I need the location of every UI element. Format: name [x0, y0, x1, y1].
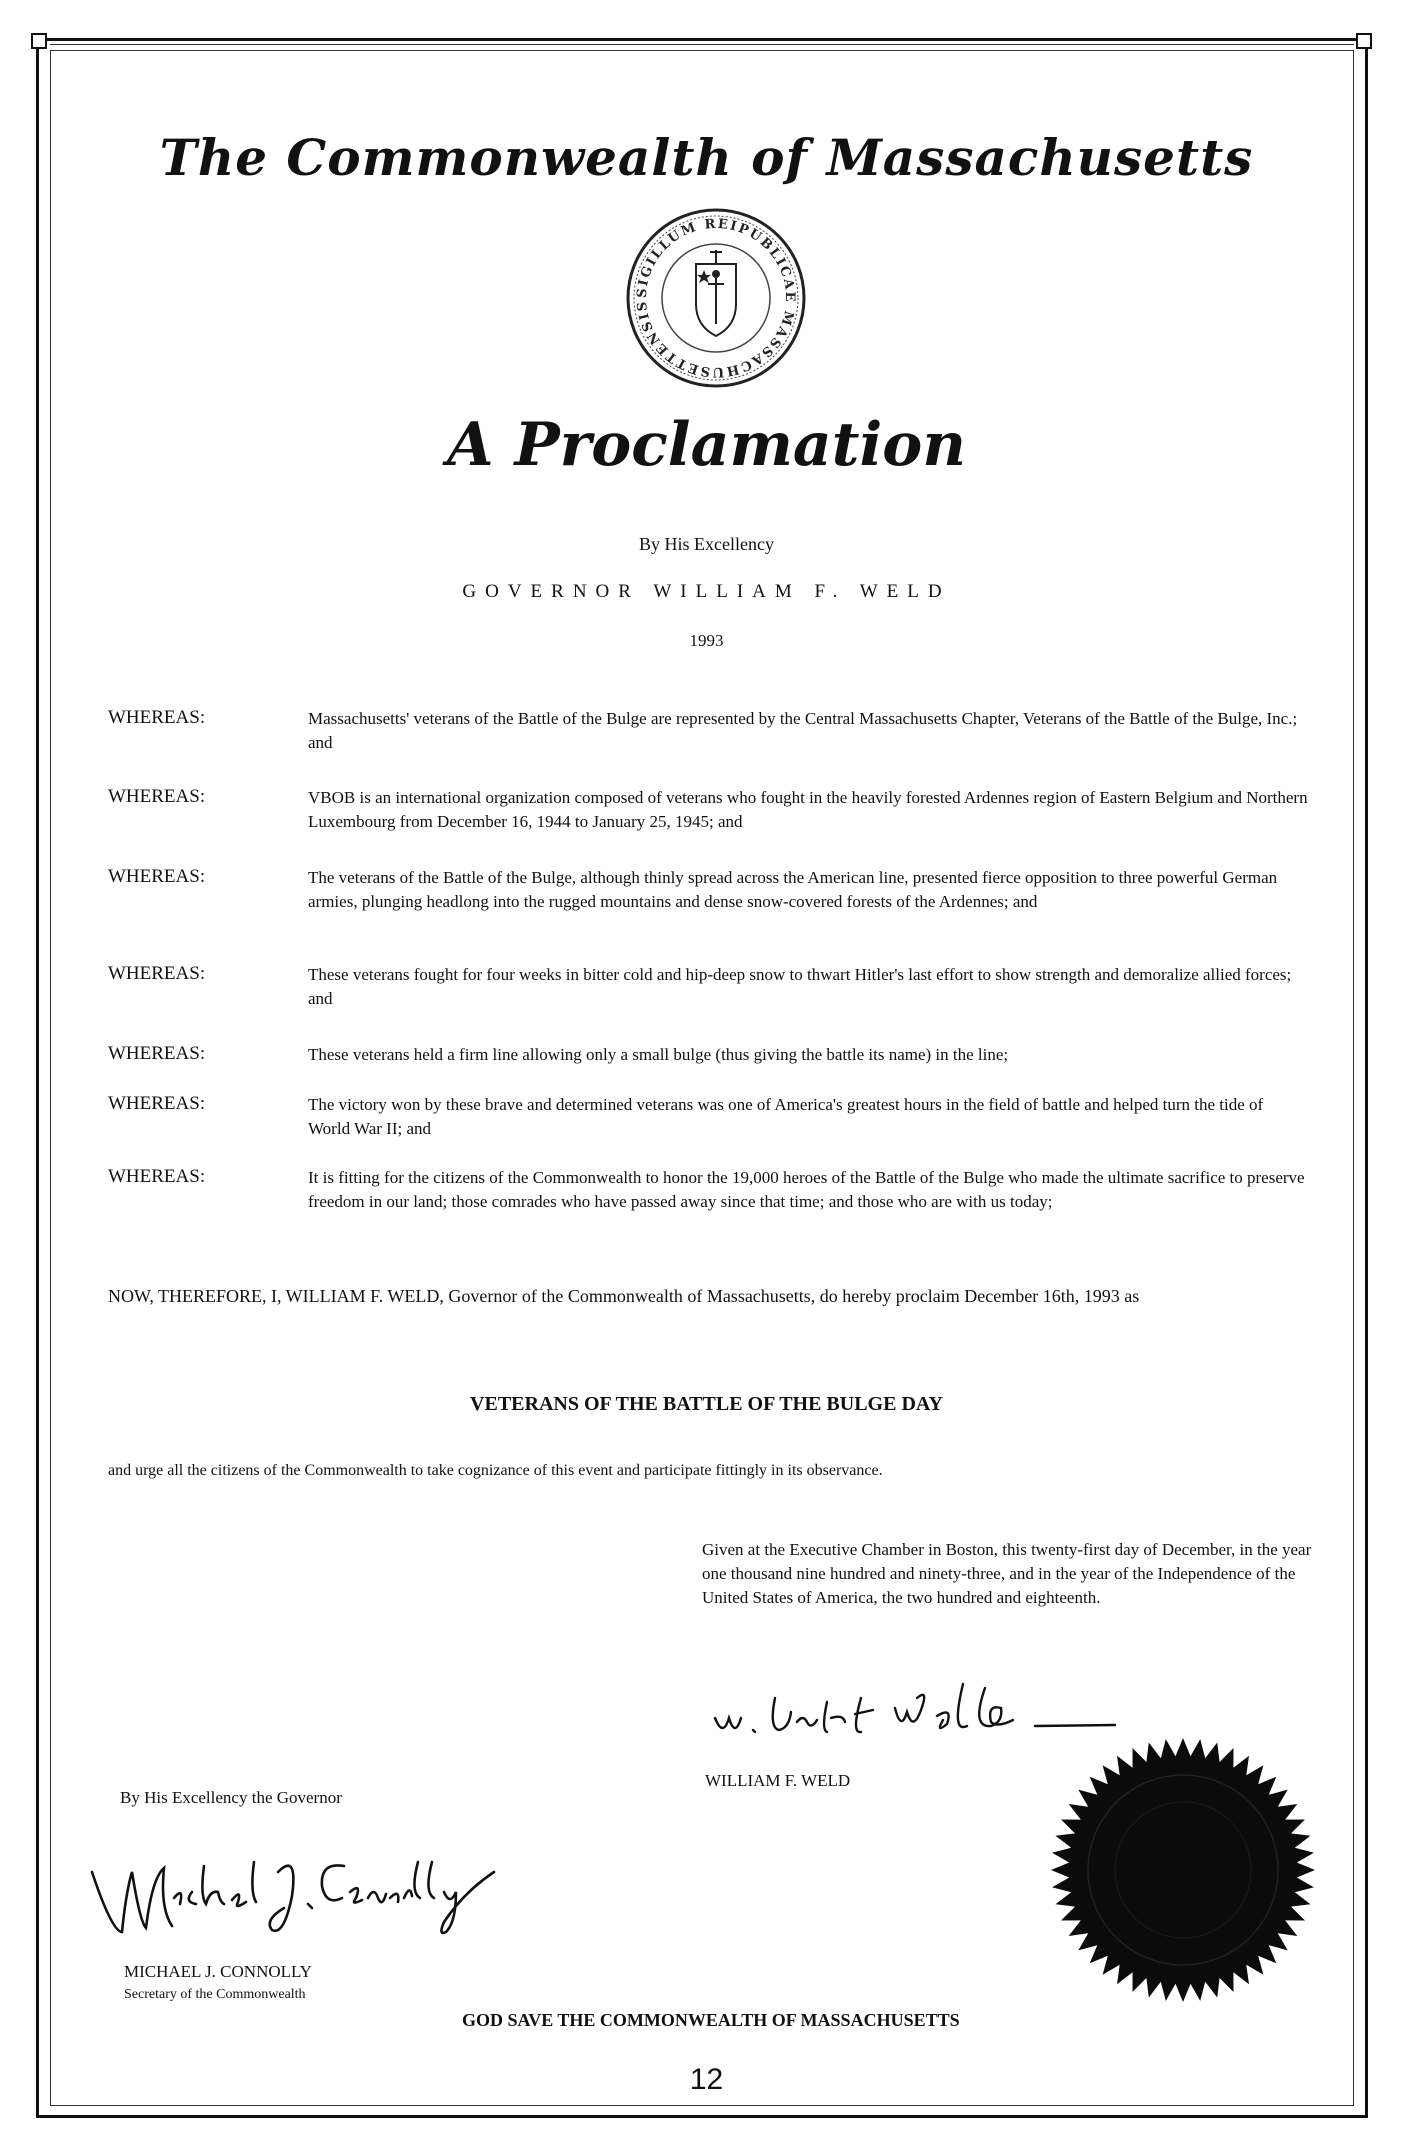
- whereas-text: These veterans fought for four weeks in bitter cold and hip-deep snow to thwart Hitler's last effort to show strength and demoralize allied forces; and: [308, 965, 1292, 1008]
- state-seal-icon: [624, 206, 808, 390]
- whereas-label: WHEREAS:: [108, 866, 206, 887]
- whereas-text: The veterans of the Battle of the Bulge, although thinly spread across the American line, presented fierce opposition to three powerful German armies, plunging headlong into the rugged mountains and dense snow-covered forests of the Ardennes; and: [308, 868, 1278, 911]
- border-corner: [1356, 33, 1372, 49]
- secretary-name: MICHAEL J. CONNOLLY: [124, 1962, 312, 1981]
- seal-text: SIGILLUM REIPUBLICAE MASSACHUSETTENSIS: [634, 216, 798, 380]
- whereas-text: The victory won by these brave and determined veterans was one of America's greatest hours in the field of battle and helped turn the tide of World War II; and: [308, 1095, 1264, 1138]
- whereas-text: VBOB is an international organization composed of veterans who fought in the heavily forested Ardennes region of Eastern Belgium and Northern Luxembourg from December 16, 1944 to January 25, 1945; and: [308, 788, 1308, 831]
- whereas-label: WHEREAS:: [108, 707, 206, 728]
- whereas-label: WHEREAS:: [108, 786, 206, 807]
- urge-paragraph: and urge all the citizens of the Commonwealth to take cognizance of this event and participate fittingly in its observance.: [108, 1462, 883, 1479]
- therefore-paragraph: NOW, THEREFORE, I, WILLIAM F. WELD, Governor of the Commonwealth of Massachusetts, do hereby proclaim December 16th, 1993 as: [108, 1286, 1140, 1306]
- by-excellency: By His Excellency: [639, 534, 774, 554]
- whereas-label: WHEREAS:: [108, 1166, 206, 1187]
- by-governor-label: By His Excellency the Governor: [120, 1788, 342, 1807]
- day-title: VETERANS OF THE BATTLE OF THE BULGE DAY: [470, 1393, 943, 1415]
- secretary-signature: [82, 1842, 542, 1952]
- given-paragraph: Given at the Executive Chamber in Boston, this twenty-first day of December, in the year one thousand nine hundred and ninety-three, and in the year of the Independence of the United States of America, the two hundred and eighteenth.: [702, 1540, 1312, 1607]
- secretary-title: Secretary of the Commonwealth: [124, 1987, 306, 2002]
- border-corner: [31, 33, 47, 49]
- whereas-text: It is fitting for the citizens of the Commonwealth to honor the 19,000 heroes of the Battle of the Bulge who made the ultimate sacrifice to preserve freedom in our land; those comrades who have passed away since that time; and those who are with us today;: [308, 1168, 1305, 1211]
- official-seal-icon: [1048, 1735, 1318, 2005]
- whereas-label: WHEREAS:: [108, 1043, 206, 1064]
- proclamation-title: A Proclamation: [447, 410, 966, 480]
- border-line: [50, 44, 1354, 45]
- governor-name: WILLIAM F. WELD: [705, 1771, 851, 1790]
- proclamation-year: 1993: [689, 631, 724, 650]
- governor-line: GOVERNOR WILLIAM F. WELD: [462, 581, 951, 602]
- closing-motto: GOD SAVE THE COMMONWEALTH OF MASSACHUSETTS: [462, 2010, 960, 2030]
- whereas-text: Massachusetts' veterans of the Battle of the Bulge are represented by the Central Massachusetts Chapter, Veterans of the Battle of the Bulge, Inc.; and: [308, 709, 1298, 752]
- whereas-label: WHEREAS:: [108, 1093, 206, 1114]
- state-title: The Commonwealth of Massachusetts: [159, 128, 1254, 187]
- whereas-label: WHEREAS:: [108, 963, 206, 984]
- whereas-text: These veterans held a firm line allowing only a small bulge (thus giving the battle its name) in the line;: [308, 1045, 1009, 1064]
- page-number: 12: [689, 2063, 724, 2096]
